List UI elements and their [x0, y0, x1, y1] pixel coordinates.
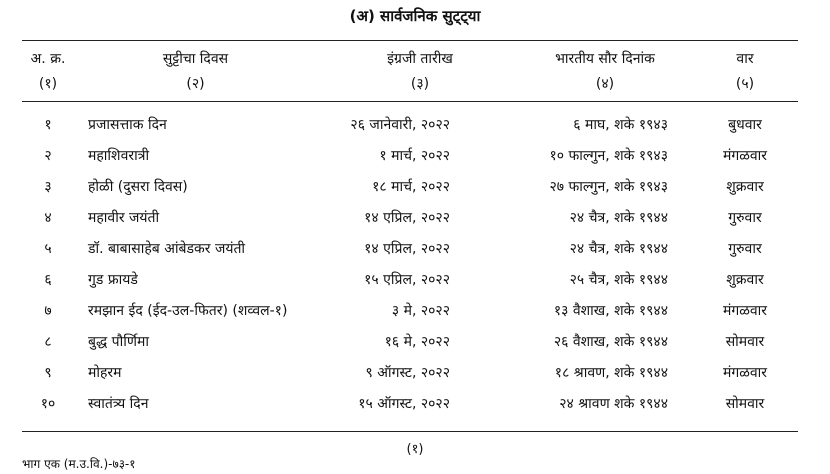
- row-english-date: १ मार्च, २०२२: [379, 148, 450, 164]
- row-serial: ९: [44, 365, 52, 381]
- row-holiday-name: बुद्ध पौर्णिमा: [88, 334, 149, 350]
- row-holiday-name: रमझान ईद (ईद-उल-फितर) (शव्वल-१): [88, 303, 288, 319]
- row-holiday-name: महावीर जयंती: [88, 210, 160, 226]
- table-row: [0, 332, 830, 354]
- table-row: [0, 115, 830, 137]
- row-indian-date: २४ श्रावण शके १९४४: [559, 396, 668, 412]
- table-row: [0, 177, 830, 199]
- row-serial: ७: [44, 303, 52, 319]
- table-row: [0, 208, 830, 230]
- row-holiday-name: मोहरम: [88, 365, 122, 381]
- row-english-date: १५ ऑगस्ट, २०२२: [358, 396, 450, 412]
- table-top-rule: [22, 40, 798, 41]
- row-holiday-name: गुड फ्रायडे: [88, 272, 138, 288]
- row-serial: ३: [44, 179, 52, 195]
- table-bottom-rule: [22, 431, 798, 432]
- row-day: मंगळवार: [722, 365, 768, 381]
- row-english-date: १५ एप्रिल, २०२२: [364, 272, 450, 288]
- column-number-row: [0, 74, 830, 96]
- page-title: (अ) सार्वजनिक सुट्ट्या: [349, 7, 481, 25]
- row-indian-date: १० फाल्गुन, शके १९४३: [549, 148, 668, 164]
- row-day: शुक्रवार: [726, 272, 764, 288]
- header-holiday: सुट्टीचा दिवस: [162, 51, 229, 67]
- row-day: मंगळवार: [722, 303, 768, 319]
- row-english-date: १६ मे, २०२२: [384, 334, 450, 350]
- row-holiday-name: महाशिवरात्री: [88, 148, 150, 164]
- page-number: (१): [406, 442, 424, 457]
- row-indian-date: २४ चैत्र, शके १९४४: [569, 241, 668, 257]
- table-row: [0, 270, 830, 292]
- column-number-4: (४): [595, 76, 615, 92]
- row-day: गुरुवार: [728, 241, 762, 257]
- table-row: [0, 394, 830, 416]
- row-indian-date: २७ फाल्गुन, शके १९४३: [549, 179, 668, 195]
- table-row: [0, 146, 830, 168]
- row-day: बुधवार: [728, 117, 762, 133]
- row-indian-date: २५ चैत्र, शके १९४४: [569, 272, 668, 288]
- row-holiday-name: डॉ. बाबासाहेब आंबेडकर जयंती: [88, 241, 246, 257]
- row-holiday-name: स्वातंत्र्य दिन: [88, 396, 149, 412]
- header-serial: अ. क्र.: [30, 51, 66, 67]
- row-serial: १०: [40, 396, 56, 412]
- row-serial: ४: [44, 210, 52, 226]
- row-english-date: ३ मे, २०२२: [391, 303, 450, 319]
- row-holiday-name: प्रजासत्ताक दिन: [88, 117, 167, 133]
- table-row: [0, 239, 830, 261]
- row-serial: ६: [44, 272, 52, 288]
- column-number-1: (१): [38, 76, 58, 92]
- row-english-date: १८ मार्च, २०२२: [372, 179, 450, 195]
- table-row: [0, 301, 830, 323]
- column-number-5: (५): [735, 76, 755, 92]
- column-number-2: (२): [186, 76, 205, 92]
- row-english-date: ९ ऑगस्ट, २०२२: [365, 365, 450, 381]
- header-day: वार: [736, 51, 754, 67]
- row-english-date: १४ एप्रिल, २०२२: [364, 210, 450, 226]
- row-day: गुरुवार: [728, 210, 762, 226]
- row-serial: २: [44, 148, 52, 164]
- row-indian-date: १३ वैशाख, शके १९४४: [553, 303, 668, 319]
- row-indian-date: ६ माघ, शके १९४३: [573, 117, 668, 133]
- row-english-date: १४ एप्रिल, २०२२: [364, 241, 450, 257]
- row-indian-date: २६ वैशाख, शके १९४४: [553, 334, 668, 350]
- row-day: मंगळवार: [722, 148, 768, 164]
- row-serial: ८: [44, 334, 52, 350]
- header-bottom-rule: [22, 101, 798, 102]
- row-indian-date: २४ चैत्र, शके १९४४: [569, 210, 668, 226]
- row-serial: ५: [44, 241, 52, 257]
- row-holiday-name: होळी (दुसरा दिवस): [88, 179, 188, 195]
- row-indian-date: १८ श्रावण, शके १९४४: [554, 365, 668, 381]
- table-row: [0, 363, 830, 385]
- row-day: सोमवार: [725, 396, 765, 412]
- gazette-reference: भाग एक (म.उ.वि.)-७३-१: [22, 457, 136, 471]
- table-header-row: [0, 49, 830, 71]
- header-english-date: इंग्रजी तारीख: [387, 51, 453, 67]
- row-english-date: २६ जानेवारी, २०२२: [350, 117, 450, 133]
- column-number-3: (३): [410, 76, 430, 92]
- row-serial: १: [44, 117, 52, 133]
- row-day: सोमवार: [725, 334, 765, 350]
- header-indian-date: भारतीय सौर दिनांक: [555, 51, 655, 67]
- row-day: शुक्रवार: [726, 179, 764, 195]
